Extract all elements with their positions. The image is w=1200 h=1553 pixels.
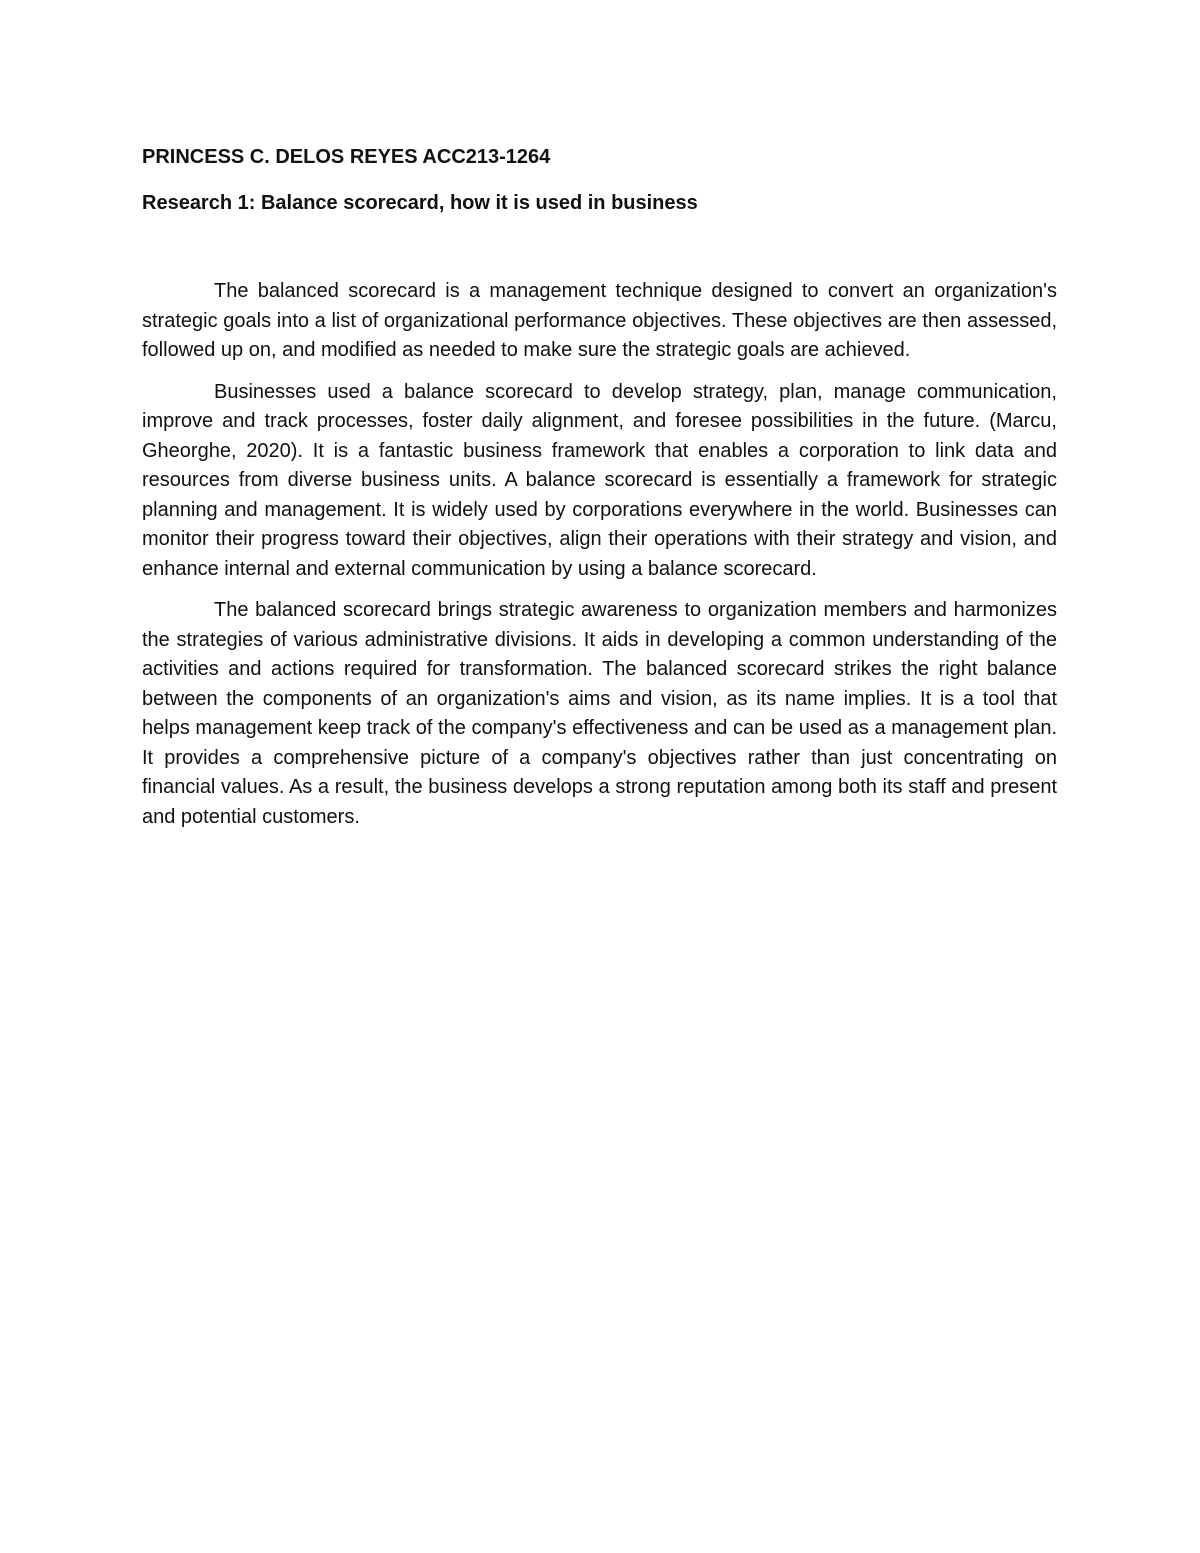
paragraph: Businesses used a balance scorecard to develop strategy, plan, manage communication, improve and track processes, foster daily alignment, and foresee possibilities in the future. (Marcu, Gheorghe, 2020). It is a fantastic business framework that enables a corporation to link data and resources from diverse business units. A balance scorecard is essentially a framework for strategic planning and management. It is widely used by corporations everywhere in the world. Businesses can monitor their progress toward their objectives, align their operations with their strategy and vision, and enhance internal and external communication by using a balance scorecard.: [142, 380, 1057, 580]
document-body: [142, 277, 1057, 832]
author-line: PRINCESS C. DELOS REYES ACC213-1264: [142, 146, 551, 168]
paragraph: The balanced scorecard is a management technique designed to convert an organization's strategic goals into a list of organizational performance objectives. These objectives are then assessed, followed up on, and modified as needed to make sure the strategic goals are achieved.: [142, 280, 1057, 361]
document-content: [142, 143, 1057, 844]
paragraph: The balanced scorecard brings strategic awareness to organization members and harmonizes the strategies of various administrative divisions. It aids in developing a common understanding of the activities and actions required for transformation. The balanced scorecard strikes the right balance between the components of an organization's aims and vision, as its name implies. It is a tool that helps management keep track of the company's effectiveness and can be used as a management plan. It provides a comprehensive picture of a company's objectives rather than just concentrating on financial values. As a result, the business develops a strong reputation among both its staff and present and potential customers.: [142, 599, 1057, 828]
research-title: Research 1: Balance scorecard, how it is used in business: [142, 192, 698, 214]
